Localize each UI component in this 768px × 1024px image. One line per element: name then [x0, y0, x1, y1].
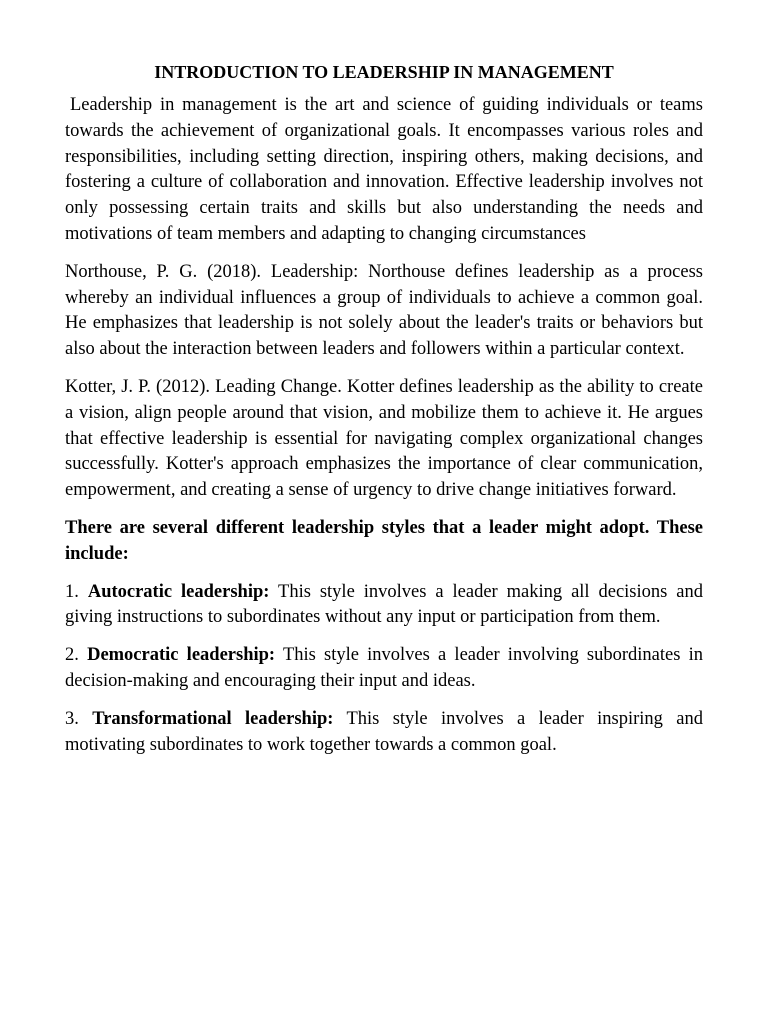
document-title: INTRODUCTION TO LEADERSHIP IN MANAGEMENT: [154, 62, 614, 82]
list-item-number: 1.: [65, 581, 79, 602]
document-body: [65, 59, 703, 770]
list-item-description: This style involves a leader involving subordinates in decision-making and encouraging their input and ideas.: [65, 645, 703, 691]
intro-paragraph: Leadership in management is the art and science of guiding individuals or teams towards the achievement of organizational goals. It encompasses various roles and responsibilities, including setting direction, inspiring others, making decisions, and fostering a culture of collaboration and innovation. Effective leadership involves not only possessing certain traits and skills but also understanding the needs and motivations of team members and adapting to changing circumstances: [65, 95, 703, 244]
list-item-democratic: [65, 643, 703, 695]
list-item-description: This style involves a leader making all decisions and giving instructions to subordinates without any input or participation from them.: [65, 581, 703, 628]
list-item-description: This style involves a leader inspiring and motivating subordinates to work together towards a common goal.: [65, 708, 703, 755]
styles-intro-heading: There are several different leadership styles that a leader might adopt. These include:: [65, 517, 703, 564]
list-item-term: Democratic leadership:: [87, 645, 276, 666]
list-item-number: 2.: [65, 645, 79, 666]
kotter-paragraph: Kotter, J. P. (2012). Leading Change. Kotter defines leadership as the ability to create a vision, align people around that vision, and mobilize them to achieve it. He argues that effective leadership is essential for navigating complex organizational changes successfully. Kotter's approach emphasizes the importance of clear communication, empowerment, and creating a sense of urgency to drive change initiatives forward.: [65, 376, 703, 501]
northouse-paragraph: Northouse, P. G. (2018). Leadership: Northouse defines leadership as a process whereby an individual influences a group of individuals to achieve a common goal. He emphasizes that leadership is not solely about the leader's traits or behaviors but also about the interaction between leaders and followers within a particular context.: [65, 261, 703, 360]
list-item-term: Autocratic leadership:: [87, 581, 270, 602]
list-item-term: Transformational leadership:: [92, 708, 334, 729]
list-item-number: 3.: [65, 708, 79, 729]
list-item-transformational: [65, 707, 703, 759]
list-item-autocratic: [65, 580, 703, 632]
